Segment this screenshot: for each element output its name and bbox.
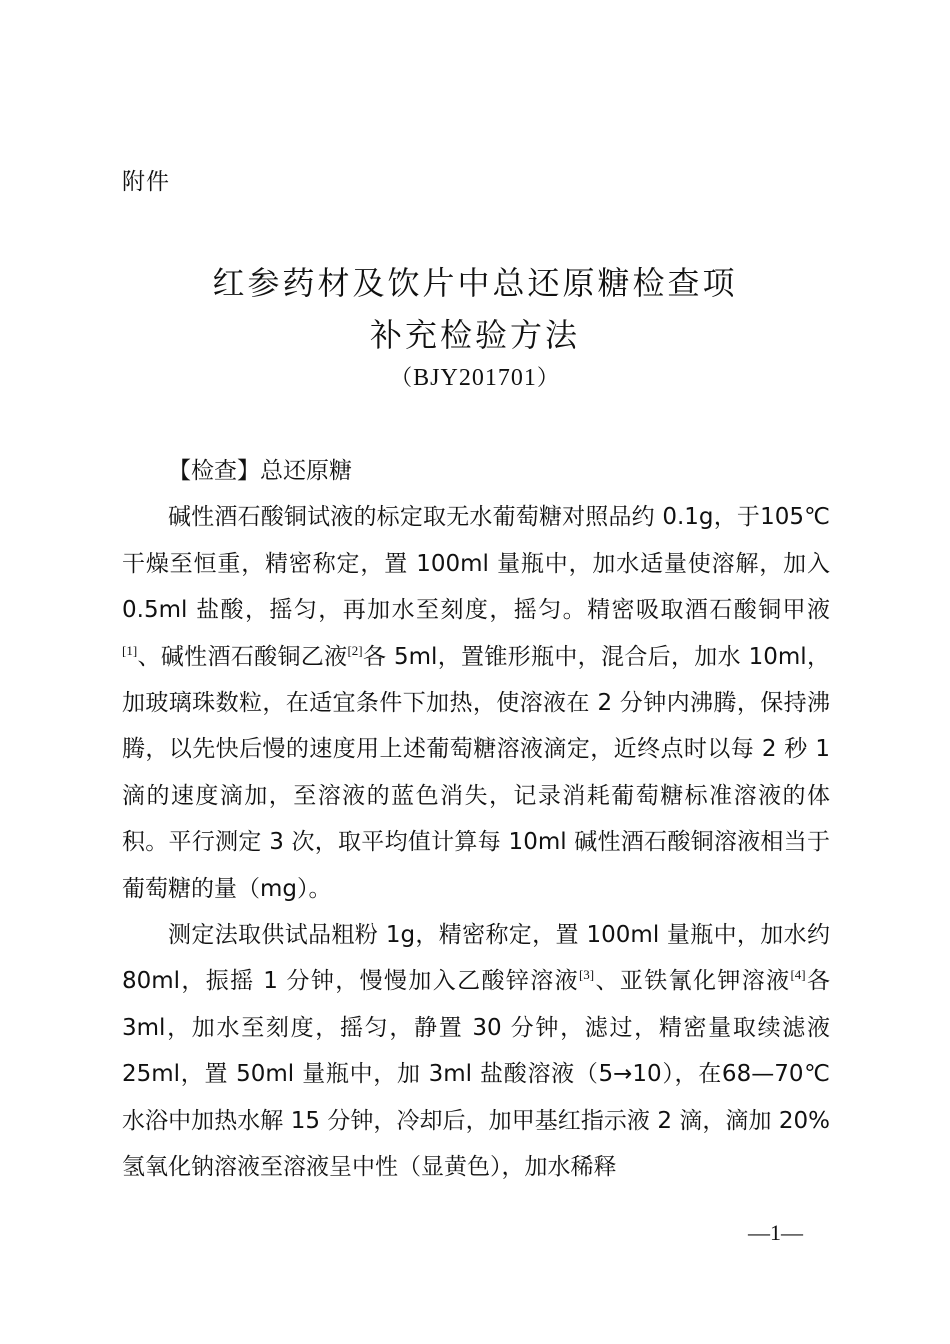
section-heading: 【检查】总还原糖 (168, 458, 352, 484)
attachment-label: 附件 (122, 169, 170, 195)
open-paren: （ (390, 366, 414, 391)
page-number: —1— (748, 1220, 803, 1245)
reference-marker: [3] (578, 967, 595, 983)
paragraph-text: 各 5ml，置锥形瓶中，混合后，加水 10ml，加玻璃珠数粒，在适宜条件下加热，使溶液在 2 分钟内沸腾，保持沸腾，以先快后慢的速度用上述葡萄糖溶液滴定，近终点时以每 2 秒 1 滴的速度滴加，至溶液的蓝色消失，记录消耗葡萄糖标准溶液的体积。平行测定 3 次，取平均值计算每 10ml 碱性酒石酸铜溶液相当于葡萄糖的量（mg）。 (122, 643, 830, 902)
paragraph-text: 测定法取供试品粗粉 1g，精密称定，置 100ml 量瓶中，加水约 80ml，振摇 1 分钟，慢慢加入乙酸锌溶液 (122, 922, 830, 995)
paragraph-text: 碱性酒石酸铜试液的标定取无水葡萄糖对照品约 0.1g，于105℃干燥至恒重，精密称定，置 100ml 量瓶中，加水适量使溶解，加入 0.5ml 盐酸，摇匀，再加水至刻度，摇匀。精密吸取酒石酸铜甲液 (122, 504, 830, 624)
paragraph-calibration (122, 494, 830, 912)
document-code-value: BJY201701 (413, 365, 537, 391)
paragraph-text: 、亚铁氰化钾溶液 (594, 968, 791, 995)
reference-marker: [1] (122, 642, 138, 658)
reference-marker: [4] (790, 967, 806, 983)
close-paren: ） (536, 366, 560, 391)
paragraph-text: 各 3ml，加水至刻度，摇匀，静置 30 分钟，滤过，精密量取续滤液 25ml，置 50ml 量瓶中，加 3ml 盐酸溶液（5→10），在68—70℃水浴中加热水解 15 分钟，冷却后，加甲基红指示液 2 滴，滴加 20%氢氧化钠溶液至溶液呈中性（显黄色），加水稀释 (122, 968, 831, 1181)
reference-marker: [2] (347, 642, 363, 658)
document-title-line-1: 红参药材及饮片中总还原糖检查项 (212, 264, 738, 302)
paragraph-method (122, 912, 830, 1190)
paragraph-text: 、碱性酒石酸铜乙液 (137, 643, 348, 670)
document-title-line-2: 补充检验方法 (369, 316, 580, 354)
document-code (0, 361, 950, 392)
document-body (122, 448, 830, 1191)
